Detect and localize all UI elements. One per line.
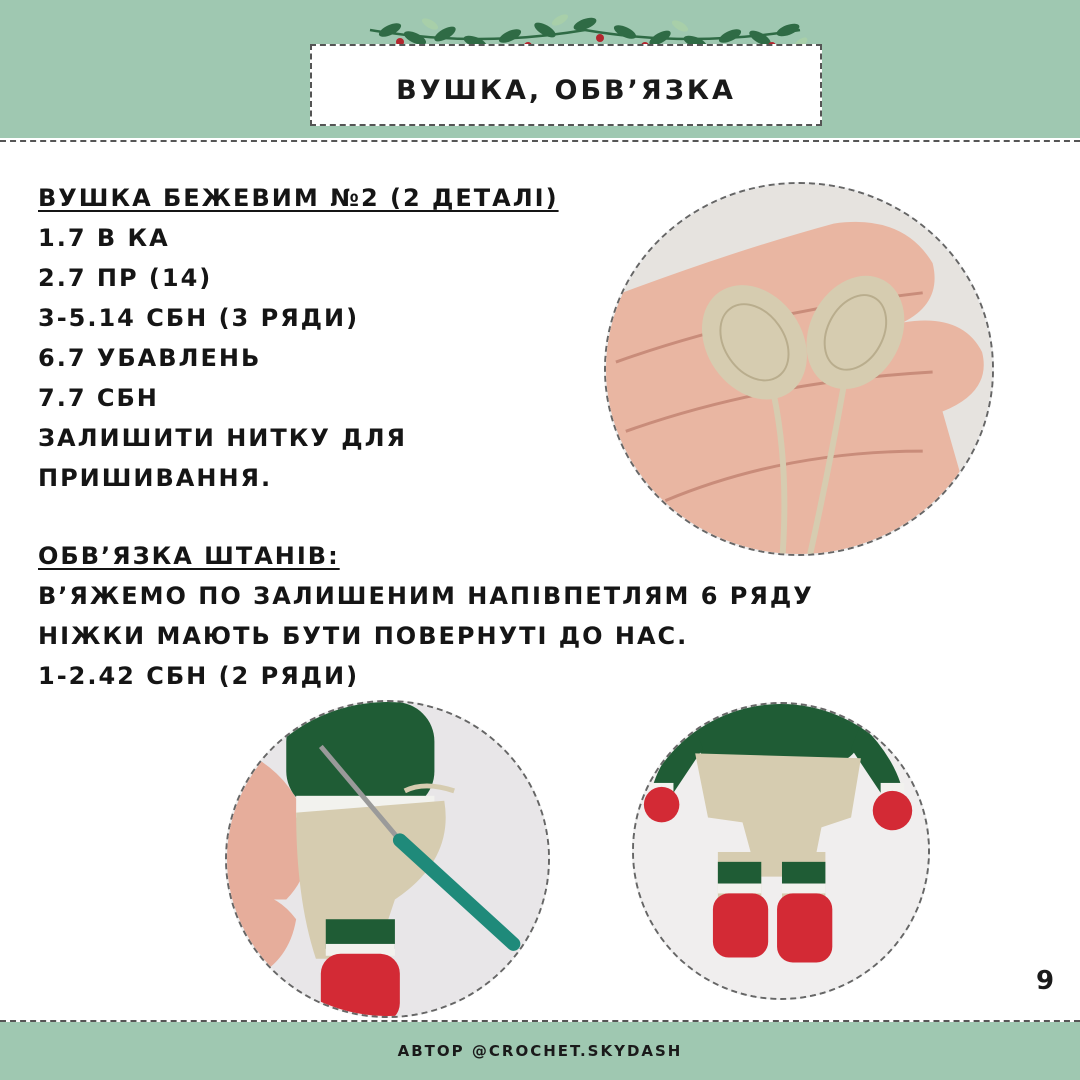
page-number: 9	[1036, 966, 1055, 996]
ears-row-3-5: 3-5.14 СБН (3 РЯДИ)	[38, 304, 360, 332]
doll-photo	[632, 702, 930, 1000]
title-box	[310, 44, 822, 126]
header-divider	[0, 140, 1080, 142]
trim-instruction-2: НІЖКИ МАЮТЬ БУТИ ПОВЕРНУТІ ДО НАС.	[38, 622, 689, 650]
ears-row-1: 1.7 В КА	[38, 224, 170, 252]
trim-section	[38, 536, 814, 696]
trim-instruction-1: В’ЯЖЕМО ПО ЗАЛИШЕНИМ НАПІВПЕТЛЯМ 6 РЯДУ	[38, 582, 814, 610]
trim-heading: ОБВ’ЯЗКА ШТАНІВ:	[38, 542, 340, 570]
ears-row-2: 2.7 ПР (14)	[38, 264, 213, 292]
page-title: ВУШКА, ОБВ’ЯЗКА	[396, 74, 736, 106]
ears-section	[38, 178, 559, 498]
ears-row-7: 7.7 СБН	[38, 384, 159, 412]
ears-note-1: ЗАЛИШИТИ НИТКУ ДЛЯ	[38, 424, 407, 452]
trim-row-1-2: 1-2.42 СБН (2 РЯДИ)	[38, 662, 360, 690]
ears-row-6: 6.7 УБАВЛЕНЬ	[38, 344, 262, 372]
ears-heading: ВУШКА БЕЖЕВИМ №2 (2 ДЕТАЛІ)	[38, 184, 559, 212]
ears-photo	[604, 182, 994, 556]
footer-band	[0, 1022, 1080, 1080]
author-credit: АВТОР @CROCHET.SKYDASH	[397, 1042, 683, 1060]
ears-note-2: ПРИШИВАННЯ.	[38, 464, 273, 492]
hook-photo	[225, 700, 550, 1018]
